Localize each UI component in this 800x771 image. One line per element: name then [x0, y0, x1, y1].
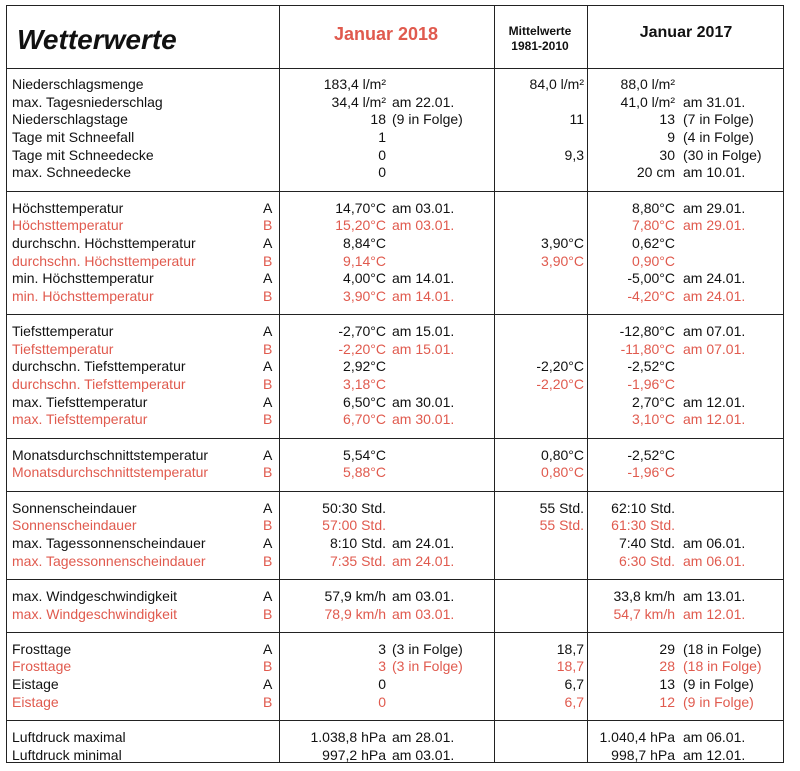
note-2018: am 24.01.: [392, 534, 455, 551]
value-2018: 0: [378, 146, 386, 163]
value-2018: 1: [378, 128, 386, 145]
row-label: Eistage: [12, 693, 59, 710]
row-label: durchschn. Tiefsttemperatur: [12, 358, 186, 375]
note-2017: am 12.01.: [683, 411, 746, 428]
value-2017: 1.040,4 hPa: [599, 729, 675, 746]
note-2018: am 03.01.: [392, 587, 455, 604]
row-label: Monatsdurchschnittstemperatur: [12, 446, 209, 463]
table-row: [7, 200, 785, 217]
value-2018: 78,9 km/h: [324, 605, 386, 622]
group-divider: [7, 579, 783, 580]
station-code: A: [263, 640, 273, 657]
note-2017: am 06.01.: [683, 552, 746, 569]
table-row: [7, 147, 785, 164]
table-row: [7, 553, 785, 570]
table-row: [7, 729, 785, 746]
value-2017: 30: [659, 146, 675, 163]
row-label: Sonnenscheindauer: [12, 517, 137, 534]
table-row: [7, 411, 785, 428]
table-row: [7, 394, 785, 411]
station-code: B: [263, 411, 273, 428]
row-label: durchschn. Höchsttemperatur: [12, 234, 196, 251]
table-row: [7, 658, 785, 675]
note-2018: am 30.01.: [392, 411, 455, 428]
table-row: [7, 253, 785, 270]
value-mittel: 3,90°C: [541, 234, 584, 251]
value-2018: 7:35 Std.: [329, 552, 386, 569]
station-code: A: [263, 676, 273, 693]
note-2017: (18 in Folge): [683, 640, 762, 657]
value-2018: 8,84°C: [343, 234, 386, 251]
value-2018: 57,9 km/h: [324, 587, 386, 604]
row-label: max. Windgeschwindigkeit: [12, 605, 177, 622]
row-label: max. Windgeschwindigkeit: [12, 587, 177, 604]
note-2018: am 14.01.: [392, 270, 455, 287]
value-mittel: 0,80°C: [541, 464, 584, 481]
note-2018: am 03.01.: [392, 746, 455, 763]
header-divider: [7, 68, 783, 69]
value-2018: 9,14°C: [343, 252, 386, 269]
value-2017: 8,80°C: [632, 199, 675, 216]
value-2017: 13: [659, 676, 675, 693]
value-mittel: 18,7: [556, 640, 584, 657]
table-row: [7, 129, 785, 146]
table-row: [7, 694, 785, 711]
value-2017: 998,7 hPa: [611, 746, 675, 763]
column-header-2018: Januar 2018: [333, 24, 439, 44]
value-2018: 15,20°C: [335, 217, 386, 234]
table-row: [7, 323, 785, 340]
value-2017: -12,80°C: [619, 323, 675, 340]
column-header-mittelwerte: [494, 24, 586, 54]
value-2018: 3,18°C: [343, 376, 386, 393]
note-2017: am 13.01.: [683, 587, 746, 604]
station-code: A: [263, 446, 273, 463]
table-row: [7, 76, 785, 93]
note-2017: am 29.01.: [683, 217, 746, 234]
group-divider: [7, 720, 783, 721]
value-mittel: 6,7: [564, 676, 584, 693]
value-2018: 4,00°C: [343, 270, 386, 287]
row-label: max. Tiefsttemperatur: [12, 393, 148, 410]
value-2018: 8:10 Std.: [329, 534, 386, 551]
note-2018: am 22.01.: [392, 93, 455, 110]
table-row: [7, 270, 785, 287]
row-label: max. Schneedecke: [12, 164, 132, 181]
note-2018: am 03.01.: [392, 199, 455, 216]
value-2017: 0,90°C: [632, 252, 675, 269]
row-label: max. Tagesniederschlag: [12, 93, 163, 110]
row-label: max. Tiefsttemperatur: [12, 411, 148, 428]
value-2018: 997,2 hPa: [322, 746, 386, 763]
note-2017: am 07.01.: [683, 323, 746, 340]
note-2017: (4 in Folge): [683, 128, 754, 145]
note-2017: (18 in Folge): [683, 658, 762, 675]
value-mittel: 55 Std.: [539, 517, 584, 534]
station-code: A: [263, 587, 273, 604]
value-2017: -11,80°C: [620, 340, 675, 357]
table-row: [7, 447, 785, 464]
table-row: [7, 164, 785, 181]
note-2018: (9 in Folge): [392, 111, 463, 128]
value-mittel: 6,7: [564, 693, 584, 710]
column-header-2017: Januar 2017: [639, 24, 733, 41]
value-2017: 33,8 km/h: [613, 587, 675, 604]
value-2017: 28: [659, 658, 675, 675]
station-code: B: [263, 287, 273, 304]
row-label: Niederschlagsmenge: [12, 76, 144, 92]
value-mittel: 3,90°C: [541, 252, 584, 269]
station-code: A: [263, 393, 273, 410]
note-2017: am 24.01.: [683, 287, 746, 304]
value-2017: 29: [659, 640, 675, 657]
table-row: [7, 376, 785, 393]
mittelwerte-period: 1981-2010: [511, 39, 569, 53]
station-code: A: [263, 358, 273, 375]
value-2017: 6:30 Std.: [618, 552, 675, 569]
value-2018: 2,92°C: [343, 358, 386, 375]
table-row: [7, 641, 785, 658]
value-2018: 0: [378, 693, 386, 710]
station-code: B: [263, 340, 273, 357]
table-row: [7, 588, 785, 605]
value-2018: 1.038,8 hPa: [310, 729, 386, 746]
group-divider: [7, 491, 783, 492]
row-label: Luftdruck minimal: [12, 746, 122, 763]
note-2017: am 06.01.: [683, 729, 746, 746]
row-label: Höchsttemperatur: [12, 199, 124, 216]
value-2018: 183,4 l/m²: [323, 76, 386, 92]
value-2018: 18: [370, 111, 386, 128]
value-mittel: -2,20°C: [536, 358, 584, 375]
station-code: A: [263, 234, 273, 251]
note-2017: (7 in Folge): [683, 111, 754, 128]
station-code: A: [263, 499, 273, 516]
value-2017: 7:40 Std.: [618, 534, 675, 551]
station-code: B: [263, 464, 273, 481]
station-code: B: [263, 552, 273, 569]
value-mittel: 55 Std.: [539, 499, 584, 516]
value-2017: 88,0 l/m²: [620, 76, 675, 92]
row-label: max. Tagessonnenscheindauer: [12, 534, 206, 551]
value-2017: 20 cm: [636, 164, 675, 181]
value-2017: 7,80°C: [632, 217, 675, 234]
value-2018: 0: [378, 676, 386, 693]
value-2018: 50:30 Std.: [322, 499, 386, 516]
table-row: [7, 676, 785, 693]
value-2018: 5,88°C: [343, 464, 386, 481]
row-label: Tiefsttemperatur: [12, 340, 114, 357]
note-2017: am 24.01.: [683, 270, 746, 287]
station-code: B: [263, 605, 273, 622]
table-row: [7, 288, 785, 305]
mittelwerte-label: Mittelwerte: [508, 24, 572, 38]
note-2017: (30 in Folge): [683, 146, 762, 163]
value-2018: 6,50°C: [343, 393, 386, 410]
row-label: durchschn. Tiefsttemperatur: [12, 376, 186, 393]
row-label: Tage mit Schneefall: [12, 128, 135, 145]
row-label: min. Höchsttemperatur: [12, 287, 154, 304]
group-divider: [7, 314, 783, 315]
row-label: min. Höchsttemperatur: [12, 270, 154, 287]
value-2017: 9: [667, 128, 675, 145]
note-2018: am 15.01.: [392, 340, 455, 357]
value-2018: 5,54°C: [343, 446, 386, 463]
value-2018: 34,4 l/m²: [331, 93, 386, 110]
value-2017: 12: [659, 693, 675, 710]
table-row: [7, 464, 785, 481]
value-2018: 3,90°C: [343, 287, 386, 304]
value-2017: 61:30 Std.: [611, 517, 675, 534]
note-2018: (3 in Folge): [392, 658, 463, 675]
note-2018: am 28.01.: [392, 729, 455, 746]
table-row: [7, 747, 785, 764]
value-2017: 54,7 km/h: [613, 605, 675, 622]
value-mittel: 11: [569, 111, 584, 128]
group-divider: [7, 191, 783, 192]
value-2017: 13: [659, 111, 675, 128]
value-2017: -2,52°C: [627, 358, 675, 375]
note-2018: (3 in Folge): [392, 640, 463, 657]
value-mittel: 84,0 l/m²: [529, 76, 584, 92]
table-row: [7, 358, 785, 375]
note-2017: am 07.01.: [683, 340, 746, 357]
note-2017: am 12.01.: [683, 605, 746, 622]
value-2018: -2,70°C: [338, 323, 386, 340]
table-row: [7, 606, 785, 623]
note-2017: am 12.01.: [683, 393, 746, 410]
value-2017: 3,10°C: [632, 411, 675, 428]
value-2017: -1,96°C: [627, 464, 675, 481]
row-label: max. Tagessonnenscheindauer: [12, 552, 206, 569]
note-2017: am 29.01.: [683, 199, 746, 216]
value-2018: 14,70°C: [335, 199, 386, 216]
row-label: Höchsttemperatur: [12, 217, 124, 234]
station-code: B: [263, 658, 273, 675]
station-code: A: [263, 270, 273, 287]
note-2017: am 31.01.: [683, 93, 746, 110]
row-label: Eistage: [12, 676, 59, 693]
note-2018: am 03.01.: [392, 217, 455, 234]
note-2018: am 14.01.: [392, 287, 455, 304]
row-label: Tage mit Schneedecke: [12, 146, 154, 163]
note-2018: am 03.01.: [392, 605, 455, 622]
row-label: durchschn. Höchsttemperatur: [12, 252, 196, 269]
note-2017: (9 in Folge): [683, 676, 754, 693]
value-2017: -1,96°C: [627, 376, 675, 393]
group-divider: [7, 438, 783, 439]
table-row: [7, 341, 785, 358]
station-code: B: [263, 693, 273, 710]
group-divider: [7, 632, 783, 633]
value-mittel: 0,80°C: [541, 446, 584, 463]
note-2017: am 10.01.: [683, 164, 746, 181]
row-label: Monatsdurchschnittstemperatur: [12, 464, 209, 481]
value-2018: 57:00 Std.: [322, 517, 386, 534]
note-2017: (9 in Folge): [683, 693, 754, 710]
value-2017: -4,20°C: [627, 287, 675, 304]
table-row: [7, 217, 785, 234]
value-mittel: 9,3: [564, 146, 584, 163]
station-code: B: [263, 376, 273, 393]
table-row: [7, 500, 785, 517]
value-2018: 6,70°C: [343, 411, 386, 428]
station-code: B: [263, 252, 273, 269]
value-2018: 0: [378, 164, 386, 181]
station-code: B: [263, 217, 273, 234]
row-label: Frosttage: [12, 640, 72, 657]
value-2017: -2,52°C: [627, 446, 675, 463]
row-label: Frosttage: [12, 658, 72, 675]
value-mittel: 18,7: [556, 658, 584, 675]
station-code: B: [263, 517, 273, 534]
value-2018: 3: [378, 640, 386, 657]
table-row: [7, 235, 785, 252]
note-2017: am 12.01.: [683, 746, 746, 763]
table-row: [7, 535, 785, 552]
row-label: Sonnenscheindauer: [12, 499, 137, 516]
value-2017: 0,62°C: [632, 234, 675, 251]
row-label: Tiefsttemperatur: [12, 323, 114, 340]
value-2018: 3: [378, 658, 386, 675]
station-code: A: [263, 534, 273, 551]
value-2017: 2,70°C: [632, 393, 675, 410]
station-code: A: [263, 199, 273, 216]
table-row: [7, 517, 785, 534]
page-title: Wetterwerte: [17, 24, 177, 55]
note-2017: am 06.01.: [683, 534, 746, 551]
row-label: Niederschlagstage: [12, 111, 128, 128]
station-code: A: [263, 323, 273, 340]
table-row: [7, 94, 785, 111]
value-2017: 41,0 l/m²: [620, 93, 675, 110]
value-2018: -2,20°C: [338, 340, 386, 357]
row-label: Luftdruck maximal: [12, 729, 126, 746]
value-2017: -5,00°C: [627, 270, 675, 287]
table-row: [7, 111, 785, 128]
note-2018: am 30.01.: [392, 393, 455, 410]
value-2017: 62:10 Std.: [611, 499, 675, 516]
value-mittel: -2,20°C: [536, 376, 584, 393]
weather-table: [6, 5, 784, 763]
note-2018: am 24.01.: [392, 552, 455, 569]
note-2018: am 15.01.: [392, 323, 455, 340]
